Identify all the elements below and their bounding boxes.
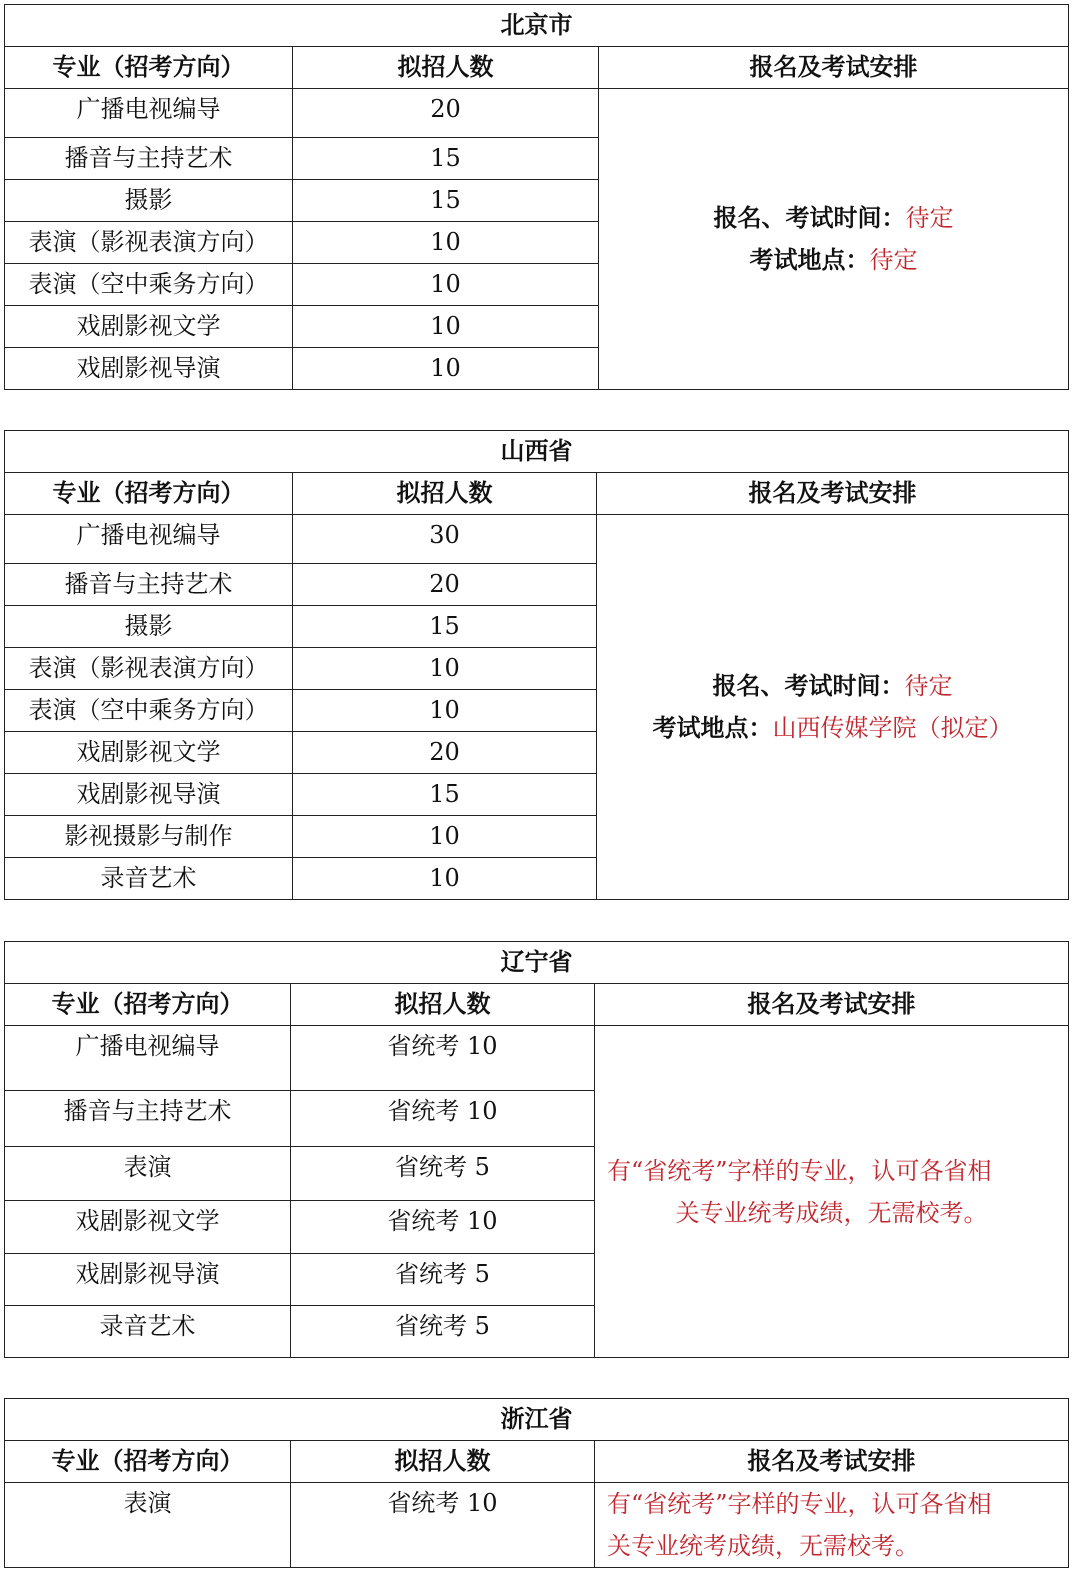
- header-quota: 拟招人数: [291, 1441, 595, 1483]
- quota-cell: 15: [293, 138, 599, 180]
- quota-cell: 20: [293, 732, 597, 774]
- quota-cell: 10: [293, 648, 597, 690]
- major-cell: 戏剧影视文学: [5, 306, 293, 348]
- major-cell: 表演（影视表演方向）: [5, 222, 293, 264]
- table-row: [5, 89, 1069, 138]
- arrangement-cell: [595, 1026, 1069, 1358]
- exam-time-value: 待定: [905, 204, 954, 232]
- exam-time-label: 报名、考试时间：: [712, 671, 905, 700]
- header-quota: 拟招人数: [291, 984, 595, 1026]
- quota-cell: 10: [293, 348, 599, 390]
- province-title: 北京市: [5, 5, 1069, 47]
- exam-time-label: 报名、考试时间：: [713, 203, 906, 232]
- table-beijing: [4, 4, 1069, 390]
- major-cell: 戏剧影视文学: [5, 1201, 291, 1254]
- major-cell: 广播电视编导: [5, 515, 293, 564]
- exam-time-line: [597, 665, 1068, 707]
- province-title: 浙江省: [5, 1399, 1069, 1441]
- exam-place-line: [599, 239, 1068, 281]
- quota-cell: 10: [293, 264, 599, 306]
- header-major: 专业（招考方向）: [5, 1441, 291, 1483]
- quota-cell: 省统考 5: [291, 1254, 595, 1306]
- major-cell: 表演: [5, 1147, 291, 1201]
- exam-place-value: 待定: [869, 246, 918, 274]
- quota-cell: 省统考 10: [291, 1201, 595, 1254]
- table-zhejiang: [4, 1398, 1069, 1568]
- quota-cell: 省统考 5: [291, 1147, 595, 1201]
- major-cell: 播音与主持艺术: [5, 1091, 291, 1147]
- major-cell: 播音与主持艺术: [5, 564, 293, 606]
- header-arrangement: 报名及考试安排: [595, 984, 1069, 1026]
- table-row: [5, 1026, 1069, 1091]
- table-liaoning: [4, 941, 1069, 1358]
- quota-cell: 省统考 10: [291, 1026, 595, 1091]
- province-title: 山西省: [5, 431, 1069, 473]
- statewide-exam-note-line2: 关专业统考成绩，无需校考。: [675, 1198, 988, 1227]
- quota-cell: 15: [293, 774, 597, 816]
- exam-time-value: 待定: [904, 672, 953, 700]
- major-cell: 戏剧影视导演: [5, 348, 293, 390]
- quota-cell: 省统考 10: [291, 1091, 595, 1147]
- header-major: 专业（招考方向）: [5, 473, 293, 515]
- header-major: 专业（招考方向）: [5, 47, 293, 89]
- arrangement-cell: [595, 1483, 1069, 1568]
- major-cell: 摄影: [5, 606, 293, 648]
- quota-cell: 30: [293, 515, 597, 564]
- major-cell: 表演: [5, 1483, 291, 1568]
- quota-cell: 10: [293, 690, 597, 732]
- header-arrangement: 报名及考试安排: [599, 47, 1069, 89]
- quota-cell: 10: [293, 858, 597, 900]
- major-cell: 录音艺术: [5, 858, 293, 900]
- header-quota: 拟招人数: [293, 473, 597, 515]
- major-cell: 戏剧影视文学: [5, 732, 293, 774]
- table-row: [5, 1483, 1069, 1568]
- exam-place-label: 考试地点：: [749, 245, 870, 274]
- major-cell: 戏剧影视导演: [5, 1254, 291, 1306]
- major-cell: 录音艺术: [5, 1306, 291, 1358]
- quota-cell: 15: [293, 180, 599, 222]
- table-row: [5, 515, 1069, 564]
- quota-cell: 20: [293, 564, 597, 606]
- statewide-exam-note-line2: 关专业统考成绩，无需校考。: [607, 1532, 919, 1560]
- province-title: 辽宁省: [5, 942, 1069, 984]
- quota-cell: 省统考 10: [291, 1483, 595, 1568]
- quota-cell: 省统考 5: [291, 1306, 595, 1358]
- major-cell: 广播电视编导: [5, 89, 293, 138]
- header-arrangement: 报名及考试安排: [595, 1441, 1069, 1483]
- table-shanxi: [4, 430, 1069, 900]
- exam-place-value: 山西传媒学院（拟定）: [772, 714, 1013, 742]
- major-cell: 表演（空中乘务方向）: [5, 264, 293, 306]
- major-cell: 播音与主持艺术: [5, 138, 293, 180]
- header-arrangement: 报名及考试安排: [597, 473, 1069, 515]
- major-cell: 广播电视编导: [5, 1026, 291, 1091]
- quota-cell: 15: [293, 606, 597, 648]
- quota-cell: 20: [293, 89, 599, 138]
- quota-cell: 10: [293, 816, 597, 858]
- exam-time-line: [599, 197, 1068, 239]
- arrangement-cell: [597, 515, 1069, 900]
- exam-place-line: [597, 707, 1068, 749]
- major-cell: 戏剧影视导演: [5, 774, 293, 816]
- major-cell: 表演（影视表演方向）: [5, 648, 293, 690]
- exam-place-label: 考试地点：: [652, 713, 773, 742]
- quota-cell: 10: [293, 222, 599, 264]
- major-cell: 表演（空中乘务方向）: [5, 690, 293, 732]
- major-cell: 影视摄影与制作: [5, 816, 293, 858]
- header-quota: 拟招人数: [293, 47, 599, 89]
- major-cell: 摄影: [5, 180, 293, 222]
- header-major: 专业（招考方向）: [5, 984, 291, 1026]
- statewide-exam-note-line1: 有“省统考”字样的专业，认可各省相: [607, 1156, 992, 1185]
- quota-cell: 10: [293, 306, 599, 348]
- arrangement-cell: [599, 89, 1069, 390]
- statewide-exam-note-line1: 有“省统考”字样的专业，认可各省相: [607, 1490, 992, 1518]
